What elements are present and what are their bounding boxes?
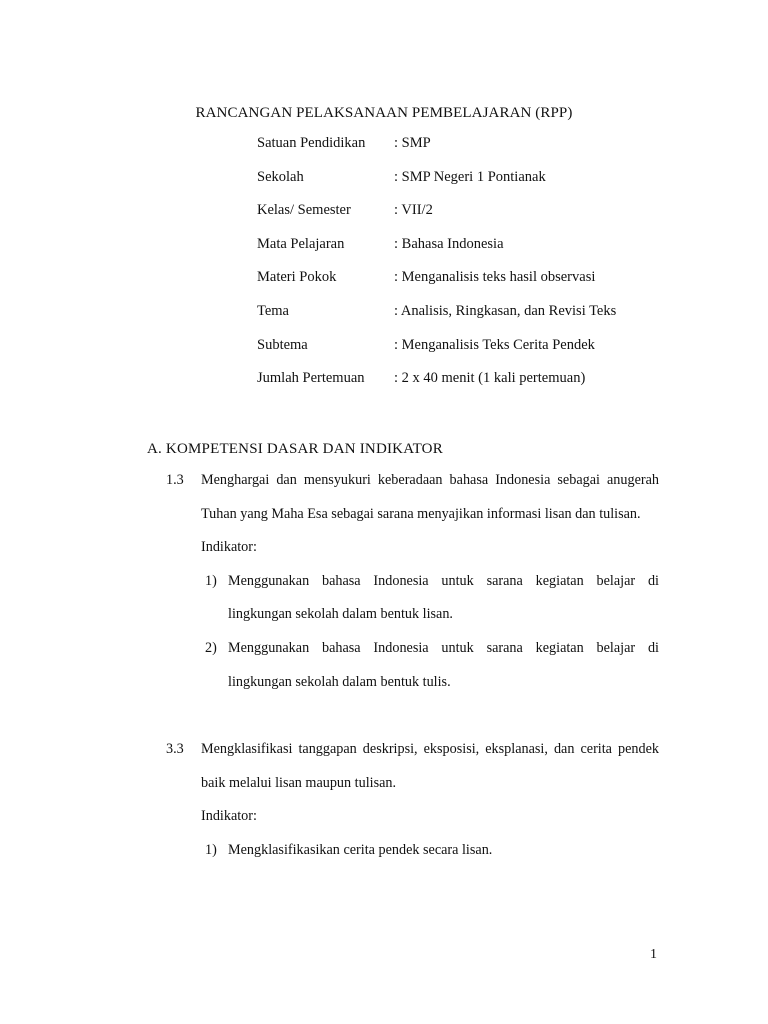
indicator-item: [201, 565, 659, 632]
info-row-materi-pokok: [257, 269, 616, 303]
info-value: : Menganalisis teks hasil observasi: [394, 269, 616, 303]
competency-number: 3.3: [166, 741, 184, 757]
info-label: Satuan Pendidikan: [257, 135, 366, 151]
rpp-info-table: [257, 135, 616, 404]
indikator-label: Indikator:: [201, 539, 257, 556]
info-row-tema: [257, 303, 616, 337]
indikator-label: Indikator:: [201, 808, 257, 825]
indicator-text: Mengklasifikasikan cerita pendek secara lisan.: [228, 841, 493, 858]
info-label: Kelas/ Semester: [257, 202, 351, 219]
competency-text: Mengklasifikasi tanggapan deskripsi, eksposisi, eksplanasi, dan cerita pendek baik melalui lisan maupun tulisan.: [201, 741, 659, 791]
info-row-kelas-semester: [257, 202, 616, 236]
indicator-number: 1): [205, 572, 217, 589]
info-label: Sekolah: [257, 168, 304, 185]
indicator-text: Menggunakan bahasa Indonesia untuk sarana kegiatan belajar di lingkungan sekolah dalam bentuk tulis.: [228, 639, 659, 690]
indicator-number: 2): [205, 639, 217, 656]
indicator-text: Menggunakan bahasa Indonesia untuk sarana kegiatan belajar di lingkungan sekolah dalam bentuk lisan.: [228, 572, 659, 623]
indicator-item: [201, 834, 659, 868]
competency-3-3: [147, 733, 659, 867]
info-label: Materi Pokok: [257, 269, 337, 286]
info-row-mata-pelajaran: [257, 236, 616, 270]
info-row-jumlah-pertemuan: [257, 370, 616, 404]
info-value: : 2 x 40 menit (1 kali pertemuan): [394, 370, 616, 404]
info-value: : Analisis, Ringkasan, dan Revisi Teks: [394, 303, 616, 337]
indicator-number: 1): [205, 841, 217, 858]
info-label: Subtema: [257, 336, 308, 353]
indicator-item: [201, 632, 659, 699]
info-value: : VII/2: [394, 202, 616, 236]
page-number: 1: [650, 947, 657, 962]
competency-number: 1.3: [166, 472, 184, 488]
section-a-heading: A. KOMPETENSI DASAR DAN INDIKATOR: [147, 441, 443, 457]
info-value: : Bahasa Indonesia: [394, 236, 616, 270]
info-label: Mata Pelajaran: [257, 235, 345, 252]
info-row-sekolah: [257, 169, 616, 203]
info-value: : Menganalisis Teks Cerita Pendek: [394, 337, 616, 371]
info-row-subtema: [257, 337, 616, 371]
info-value: : SMP: [394, 135, 616, 169]
document-title: RANCANGAN PELAKSANAAN PEMBELAJARAN (RPP): [195, 105, 573, 121]
info-row-satuan-pendidikan: [257, 135, 616, 169]
competency-1-3: [147, 464, 659, 699]
info-label: Jumlah Pertemuan: [257, 370, 365, 387]
competency-text: Menghargai dan mensyukuri keberadaan bahasa Indonesia sebagai anugerah Tuhan yang Maha Esa sebagai sarana menyajikan informasi lisan dan tulisan.: [201, 472, 659, 522]
info-value: : SMP Negeri 1 Pontianak: [394, 169, 616, 203]
info-label: Tema: [257, 302, 289, 319]
